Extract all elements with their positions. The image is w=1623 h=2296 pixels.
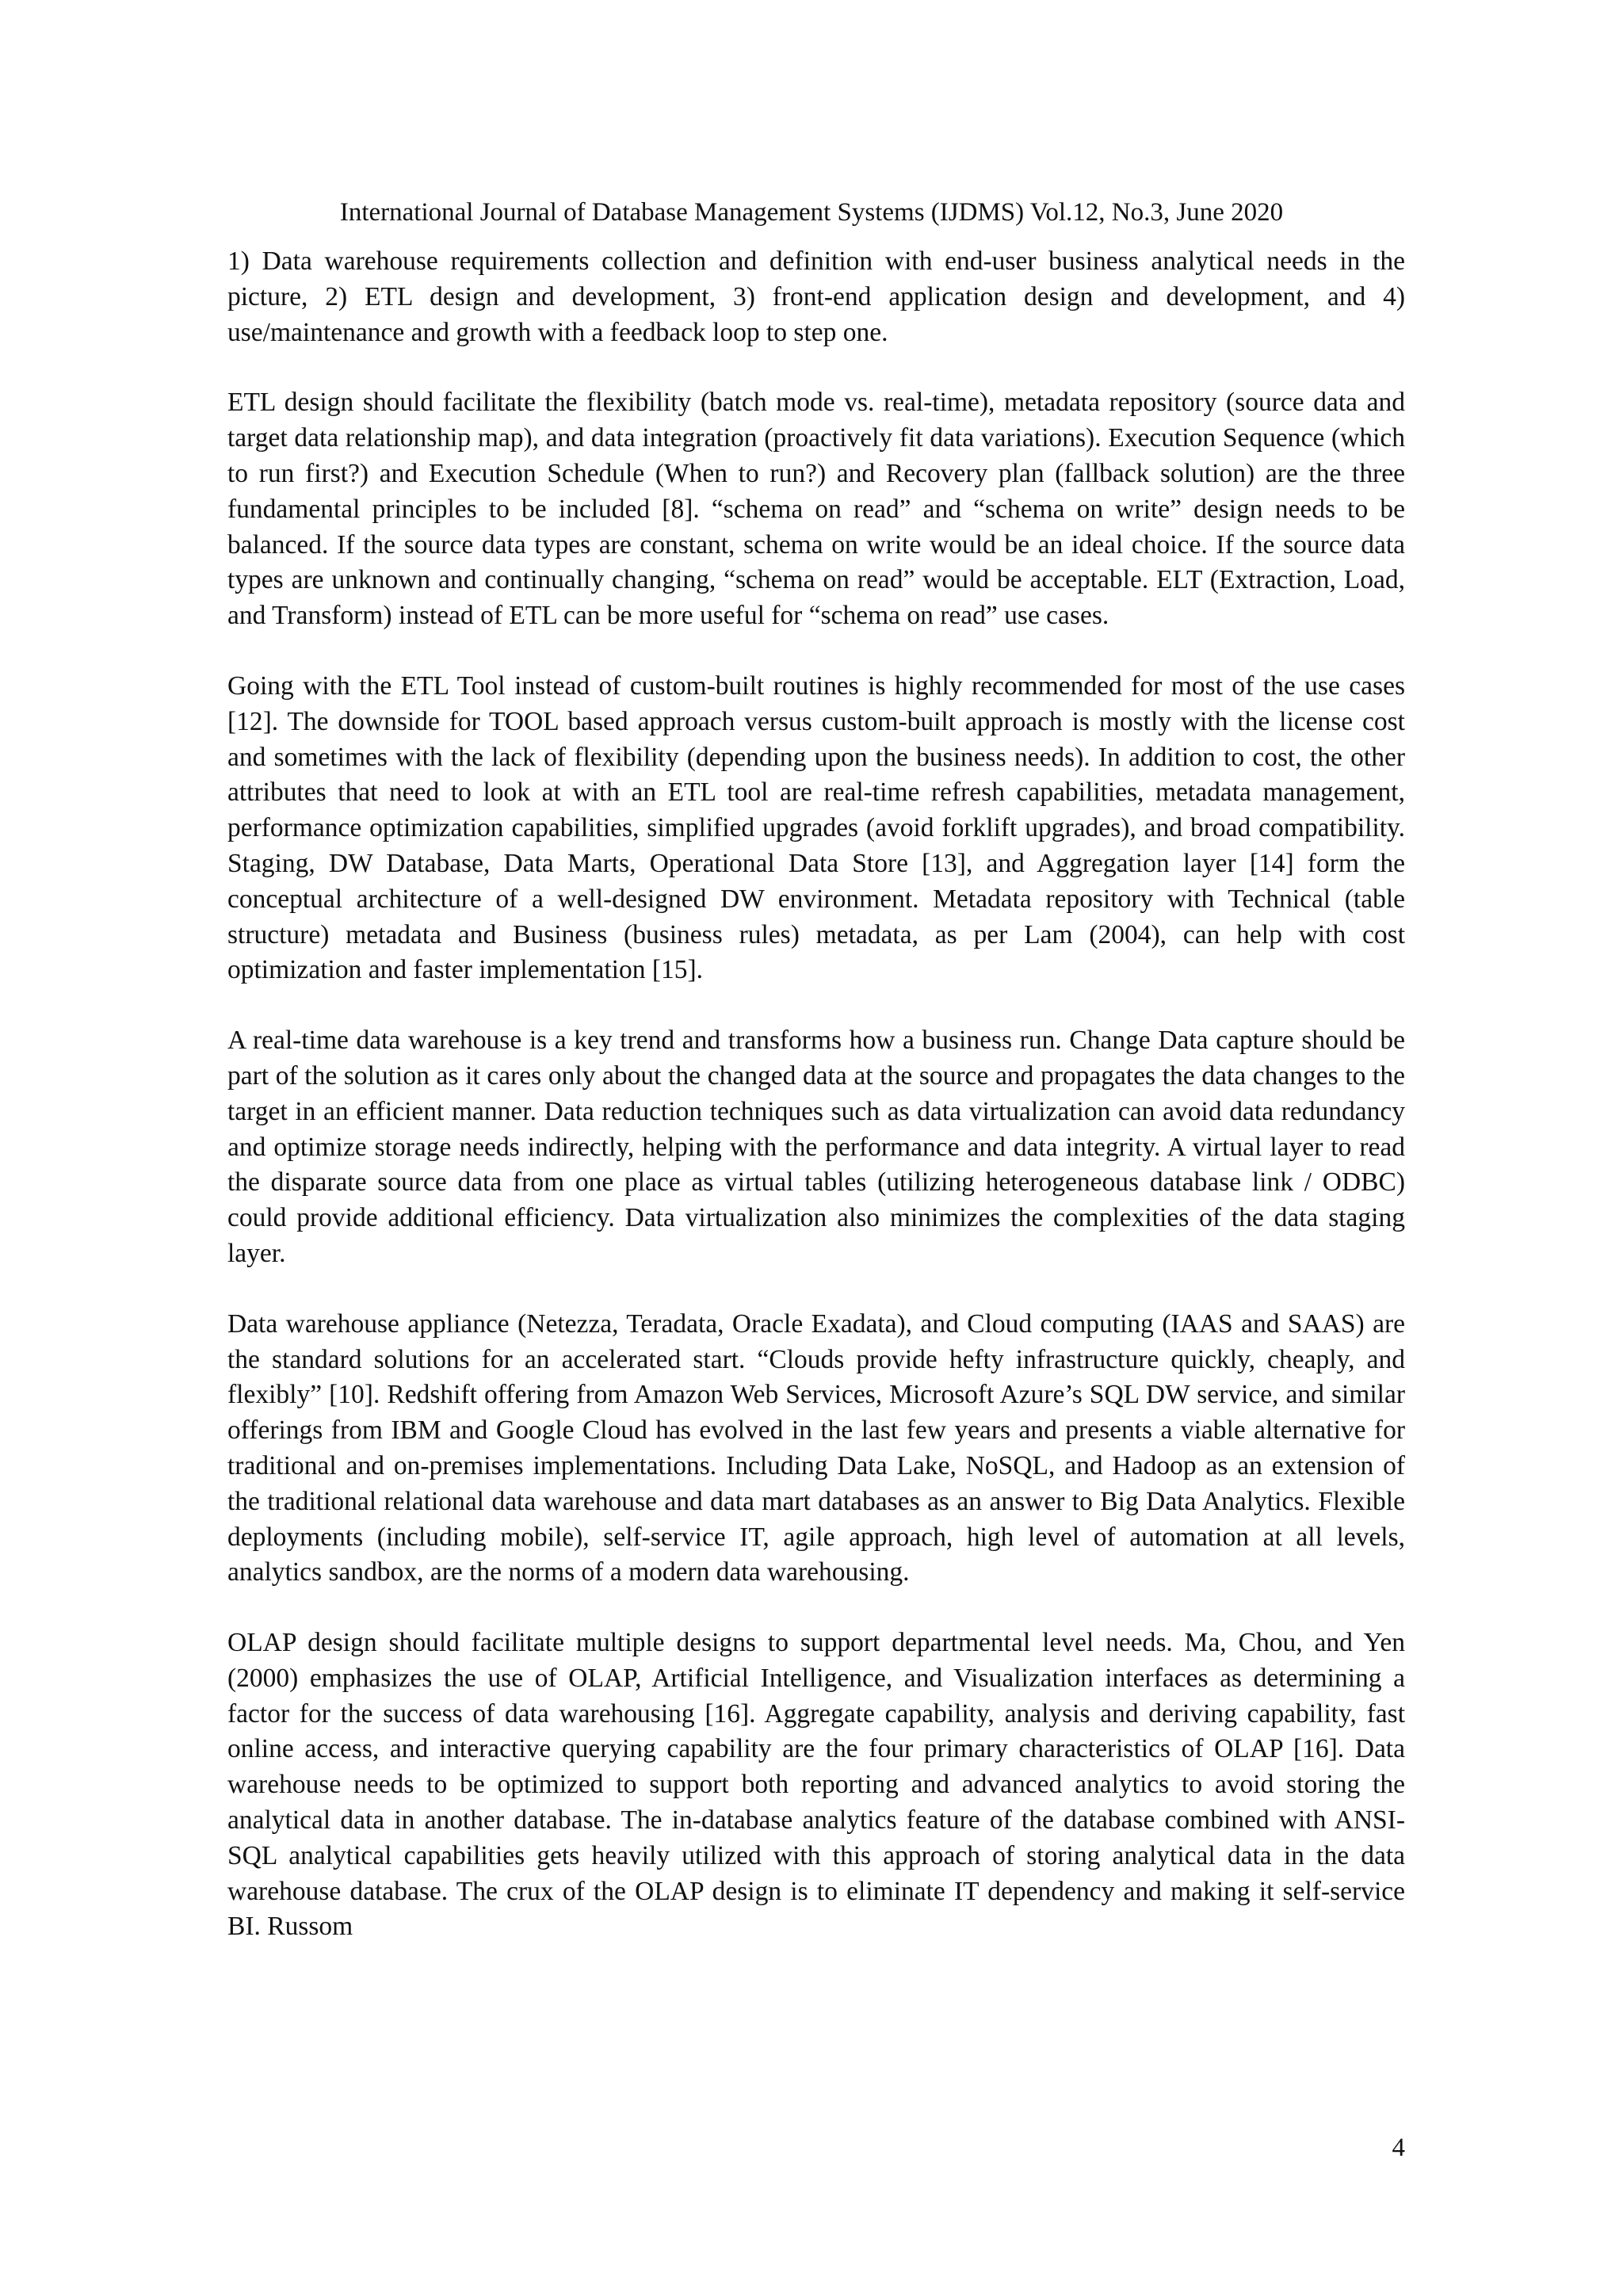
paragraph-olap-design: OLAP design should facilitate multiple designs to support departmental level needs. Ma, Chou, and Yen (2000) emphasizes the use of OLAP, Artificial Intelligence, and Visualization interfaces as determining a factor for the success of data warehousing [16]. Aggregate capability, analysis and deriving capability, fast online access, and interactive querying capability are the four primary characteristics of OLAP [16]. Data warehouse needs to be optimized to support both reporting and advanced analytics to avoid storing the analytical data in another database. The in-database analytics feature of the database combined with ANSI-SQL analytical capabilities gets heavily utilized with this approach of storing analytical data in the data warehouse database. The crux of the OLAP design is to eliminate IT dependency and making it self-service BI. Russom xyxy=(227,1628,1405,1942)
article-body xyxy=(227,244,1405,1980)
paragraph-etl-design: ETL design should facilitate the flexibility (batch mode vs. real-time), metadata repository (source data and target data relationship map), and data integration (proactively fit data variations). Execution Sequence (which to run first?) and Execution Schedule (When to run?) and Recovery plan (fallback solution) are the three fundamental principles to be included [8]. “schema on read” and “schema on write” design needs to be balanced. If the source data types are constant, schema on write would be an ideal choice. If the source data types are unknown and continually changing, “schema on read” would be acceptable. ELT (Extraction, Load, and Transform) instead of ETL can be more useful for “schema on read” use cases. xyxy=(227,388,1405,631)
page-number: 4 xyxy=(1392,2134,1405,2162)
journal-header: International Journal of Database Management Systems (IJDMS) Vol.12, No.3, June 2020 xyxy=(339,198,1284,227)
paragraph-real-time-dw: A real-time data warehouse is a key trend and transforms how a business run. Change Data capture should be part of the solution as it cares only about the changed data at the source and propagates the data changes to the target in an efficient manner. Data reduction techniques such as data virtualization can avoid data redundancy and optimize storage needs indirectly, helping with the performance and data integrity. A virtual layer to read the disparate source data from one place as virtual tables (utilizing heterogeneous database link / ODBC) could provide additional efficiency. Data virtualization also minimizes the complexities of the data staging layer. xyxy=(227,1026,1405,1268)
paragraph-dw-appliance-cloud: Data warehouse appliance (Netezza, Teradata, Oracle Exadata), and Cloud computing (IAAS and SAAS) are the standard solutions for an accelerated start. “Clouds provide hefty infrastructure quickly, cheaply, and flexibly” [10]. Redshift offering from Amazon Web Services, Microsoft Azure’s SQL DW service, and similar offerings from IBM and Google Cloud has evolved in the last few years and presents a viable alternative for traditional and on-premises implementations. Including Data Lake, NoSQL, and Hadoop as an extension of the traditional relational data warehouse and data mart databases as an answer to Big Data Analytics. Flexible deployments (including mobile), self-service IT, agile approach, high level of automation at all levels, analytics sandbox, are the norms of a modern data warehousing. xyxy=(227,1308,1405,1587)
paragraph-etl-tool: Going with the ETL Tool instead of custom-built routines is highly recommended for most of the use cases [12]. The downside for TOOL based approach versus custom-built approach is mostly with the license cost and sometimes with the lack of flexibility (depending upon the business needs). In addition to cost, the other attributes that need to look at with an ETL tool are real-time refresh capabilities, metadata management, performance optimization capabilities, simplified upgrades (avoid forklift upgrades), and broad compatibility. Staging, DW Database, Data Marts, Operational Data Store [13], and Aggregation layer [14] form the conceptual architecture of a well-designed DW environment. Metadata repository with Technical (table structure) metadata and Business (business rules) metadata, as per Lam (2004), can help with cost optimization and faster implementation [15]. xyxy=(227,670,1405,985)
paragraph-dw-lifecycle-steps: 1) Data warehouse requirements collection and definition with end-user business analytical needs in the picture, 2) ETL design and development, 3) front-end application design and development, and 4) use/maintenance and growth with a feedback loop to step one. xyxy=(227,246,1405,347)
